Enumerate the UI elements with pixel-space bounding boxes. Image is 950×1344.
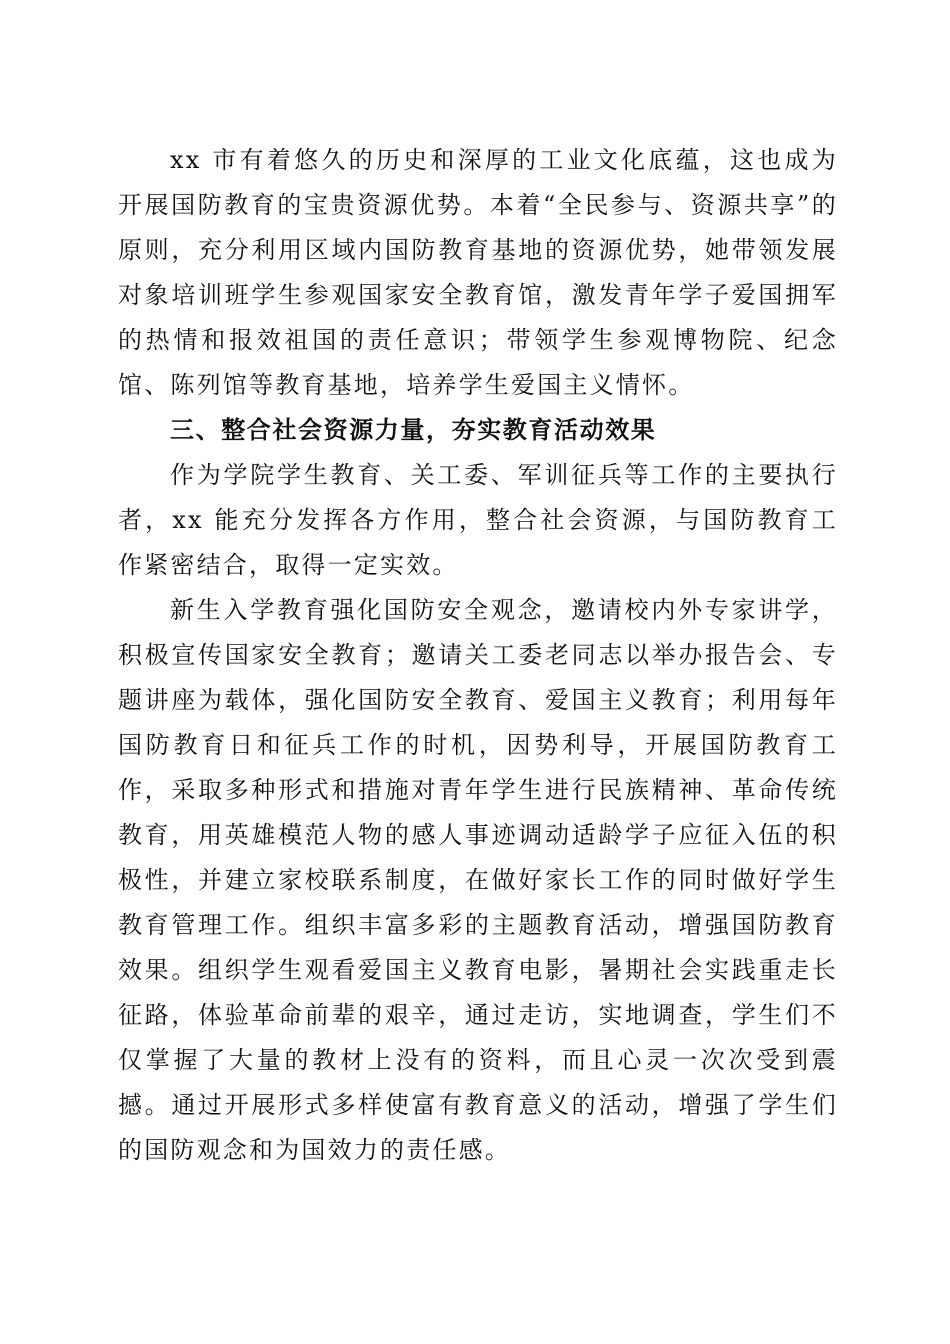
paragraph-main-executor: 作为学院学生教育、关工委、军训征兵等工作的主要执行者，xx 能充分发挥各方作用，整合社会资源，与国防教育工作紧密结合，取得一定实效。	[118, 461, 838, 579]
paragraph-freshman-education: 新生入学教育强化国防安全观念，邀请校内外专家讲学，积极宣传国家安全教育；邀请关工委老同志以举办报告会、专题讲座为载体，强化国防安全教育、爱国主义教育；利用每年国防教育日和征兵工作的时机，因势利导，开展国防教育工作，采取多种形式和措施对青年学生进行民族精神、革命传统教育，用英雄模范人物的感人事迹调动适龄学子应征入伍的积极性，并建立家校联系制度，在做好家长工作的同时做好学生教育管理工作。组织丰富多彩的主题教育活动，增强国防教育效果。组织学生观看爱国主义教育电影，暑期社会实践重走长征路，体验革命前辈的艰辛，通过走访，实地调查，学生们不仅掌握了大量的教材上没有的资料，而且心灵一次次受到震撼。通过开展形式多样使富有教育意义的活动，增强了学生们的国防观念和为国效力的责任感。	[118, 596, 838, 1164]
paragraph-industrial-culture: xx 市有着悠久的历史和深厚的工业文化底蕴，这也成为开展国防教育的宝贵资源优势。本着“全民参与、资源共享”的原则，充分利用区域内国防教育基地的资源优势，她带领发展对象培训班学生参观国家安全教育馆，激发青年学子爱国拥军的热情和报效祖国的责任意识；带领学生参观博物院、纪念馆、陈列馆等教育基地，培养学生爱国主义情怀。	[118, 146, 838, 399]
section-heading-three: 三、整合社会资源力量，夯实教育活动效果	[170, 416, 657, 444]
document-body	[118, 138, 838, 1173]
